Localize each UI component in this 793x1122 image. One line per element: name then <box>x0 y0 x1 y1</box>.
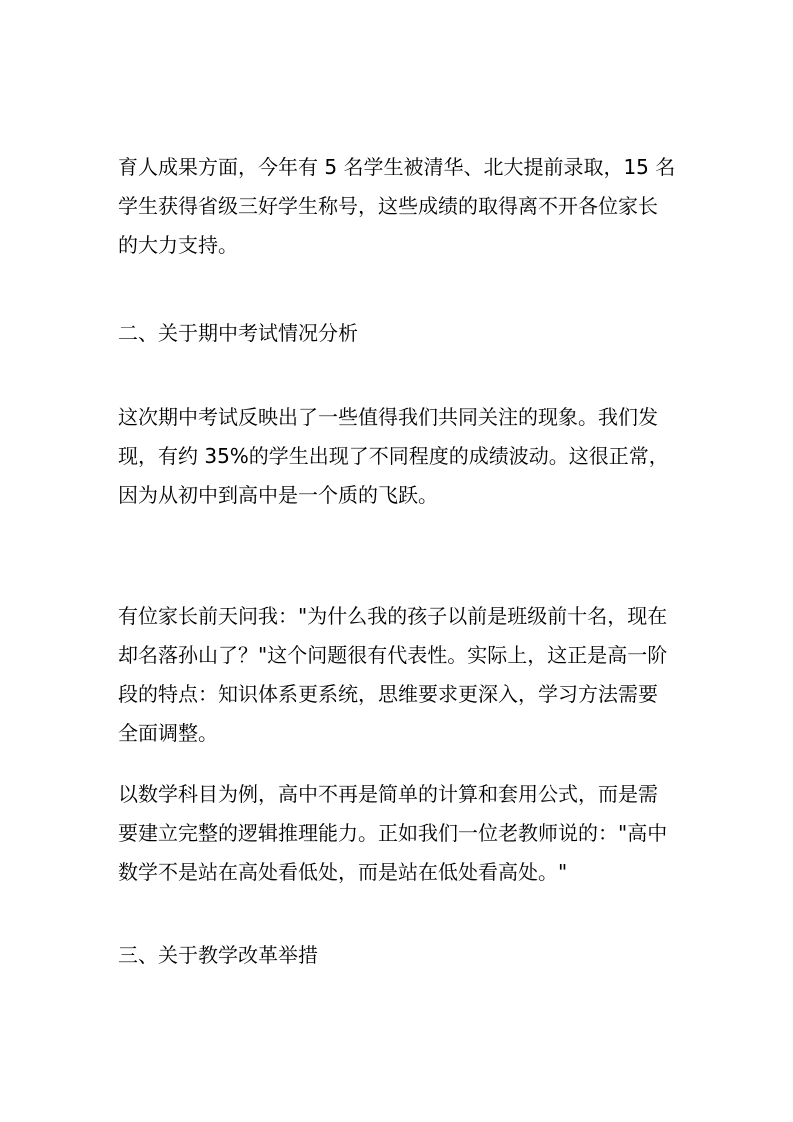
text-line: 却名落孙山了？"这个问题很有代表性。实际上，这正是高一阶 <box>118 643 668 667</box>
paragraph-math-example <box>118 775 678 892</box>
text-line: 段的特点：知识体系更系统，思维要求更深入，学习方法需要 <box>118 682 658 706</box>
text-line: 的大力支持。 <box>118 233 238 257</box>
text-line: 要建立完整的逻辑推理能力。正如我们一位老教师说的："高中 <box>118 821 668 845</box>
text-line: 因为从初中到高中是一个质的飞跃。 <box>118 483 438 507</box>
section-heading-midterm <box>118 314 678 353</box>
section-heading-reform <box>118 936 678 975</box>
paragraph-parent-question <box>118 597 678 753</box>
text-line: 现，有约 35%的学生出现了不同程度的成绩波动。这很正常， <box>118 444 669 468</box>
heading-text: 二、关于期中考试情况分析 <box>118 321 358 345</box>
text-line: 以数学科目为例，高中不再是简单的计算和套用公式，而是需 <box>118 782 658 806</box>
heading-text: 三、关于教学改革举措 <box>118 943 318 967</box>
text-line: 育人成果方面，今年有 5 名学生被清华、北大提前录取，15 名 <box>118 155 676 179</box>
text-line: 这次期中考试反映出了一些值得我们共同关注的现象。我们发 <box>118 405 658 429</box>
text-line: 有位家长前天问我："为什么我的孩子以前是班级前十名，现在 <box>118 604 668 628</box>
paragraph-achievements <box>118 148 678 265</box>
paragraph-midterm-phenomenon <box>118 398 678 515</box>
text-line: 全面调整。 <box>118 721 218 745</box>
text-line: 学生获得省级三好学生称号，这些成绩的取得离不开各位家长 <box>118 194 658 218</box>
text-line: 数学不是站在高处看低处，而是站在低处看高处。" <box>118 860 568 884</box>
